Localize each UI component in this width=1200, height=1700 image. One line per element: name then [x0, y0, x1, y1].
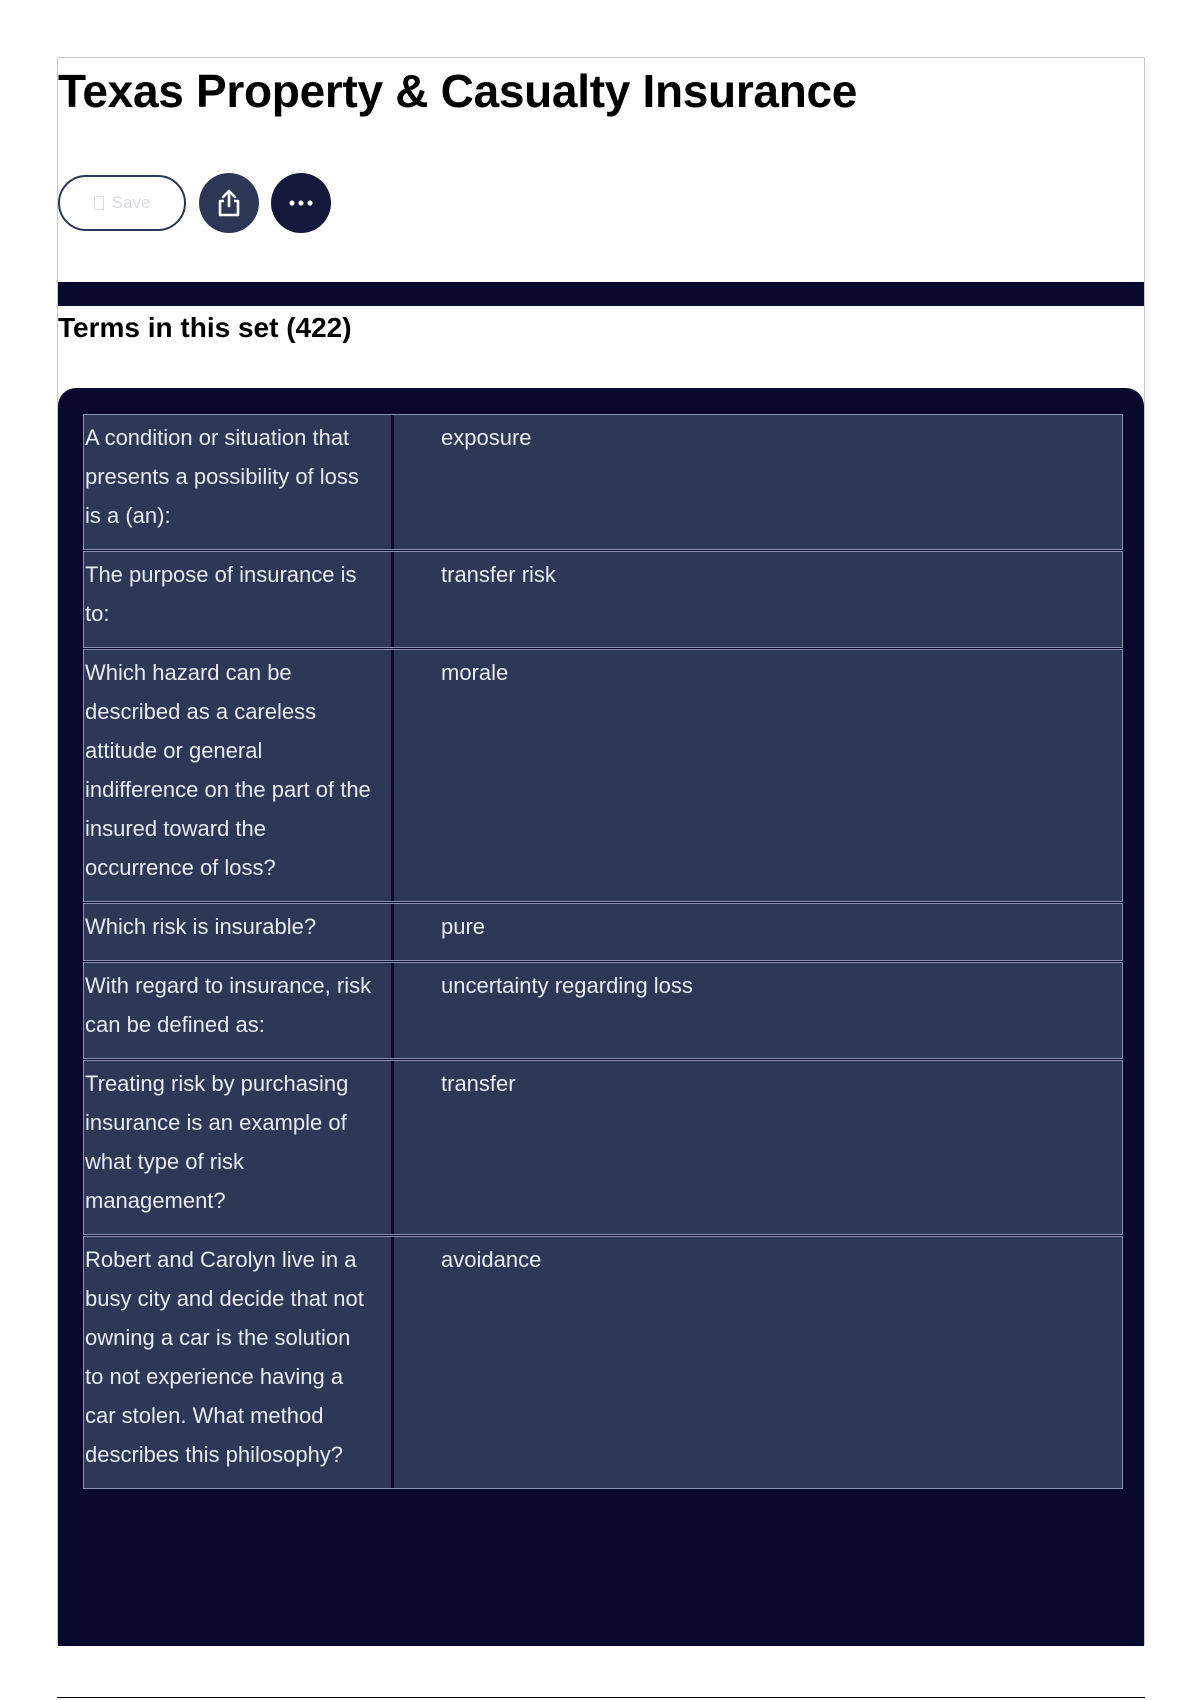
- term-text: Which risk is insurable?: [84, 904, 394, 960]
- page-bottom-rule: [57, 1697, 1145, 1698]
- definition-text: transfer risk: [441, 562, 556, 587]
- definition-text: pure: [441, 914, 486, 939]
- save-button-label: Save: [111, 193, 151, 212]
- study-set-page: [57, 57, 1145, 1645]
- action-bar: [58, 173, 343, 233]
- definition-text: transfer: [441, 1071, 516, 1096]
- definition-text: morale: [441, 660, 509, 685]
- term-row[interactable]: [83, 1236, 1123, 1489]
- term-text: Treating risk by purchasing insurance is an example of what type of risk management?: [84, 1061, 394, 1234]
- term-row[interactable]: [83, 903, 1123, 961]
- bookmark-icon: [94, 196, 104, 210]
- definition-text: avoidance: [441, 1247, 542, 1272]
- share-icon: [215, 188, 243, 218]
- term-row[interactable]: [83, 414, 1123, 550]
- term-text: With regard to insurance, risk can be defined as:: [84, 963, 394, 1058]
- terms-list: [83, 414, 1123, 1490]
- term-text: Robert and Carolyn live in a busy city and decide that not owning a car is the solution to not experience having a car stolen. What method describes this philosophy?: [84, 1237, 394, 1488]
- terms-count-heading: Terms in this set (422): [58, 312, 352, 343]
- term-row[interactable]: [83, 962, 1123, 1059]
- share-button[interactable]: [199, 173, 259, 233]
- header-divider-bar: [58, 282, 1144, 306]
- definition-text: exposure: [441, 425, 532, 450]
- terms-panel: [58, 388, 1144, 1646]
- term-row[interactable]: [83, 551, 1123, 648]
- save-button[interactable]: [58, 175, 186, 231]
- term-row[interactable]: [83, 649, 1123, 902]
- term-text: The purpose of insurance is to:: [84, 552, 394, 647]
- term-row[interactable]: [83, 1060, 1123, 1235]
- definition-text: uncertainty regarding loss: [441, 973, 693, 998]
- page-title: Texas Property & Casualty Insurance: [58, 65, 858, 117]
- more-options-button[interactable]: [271, 173, 331, 233]
- more-icon: [287, 199, 315, 207]
- term-text: A condition or situation that presents a possibility of loss is a (an):: [84, 415, 394, 549]
- term-text: Which hazard can be described as a careless attitude or general indifference on the part of the insured toward the occurrence of loss?: [84, 650, 394, 901]
